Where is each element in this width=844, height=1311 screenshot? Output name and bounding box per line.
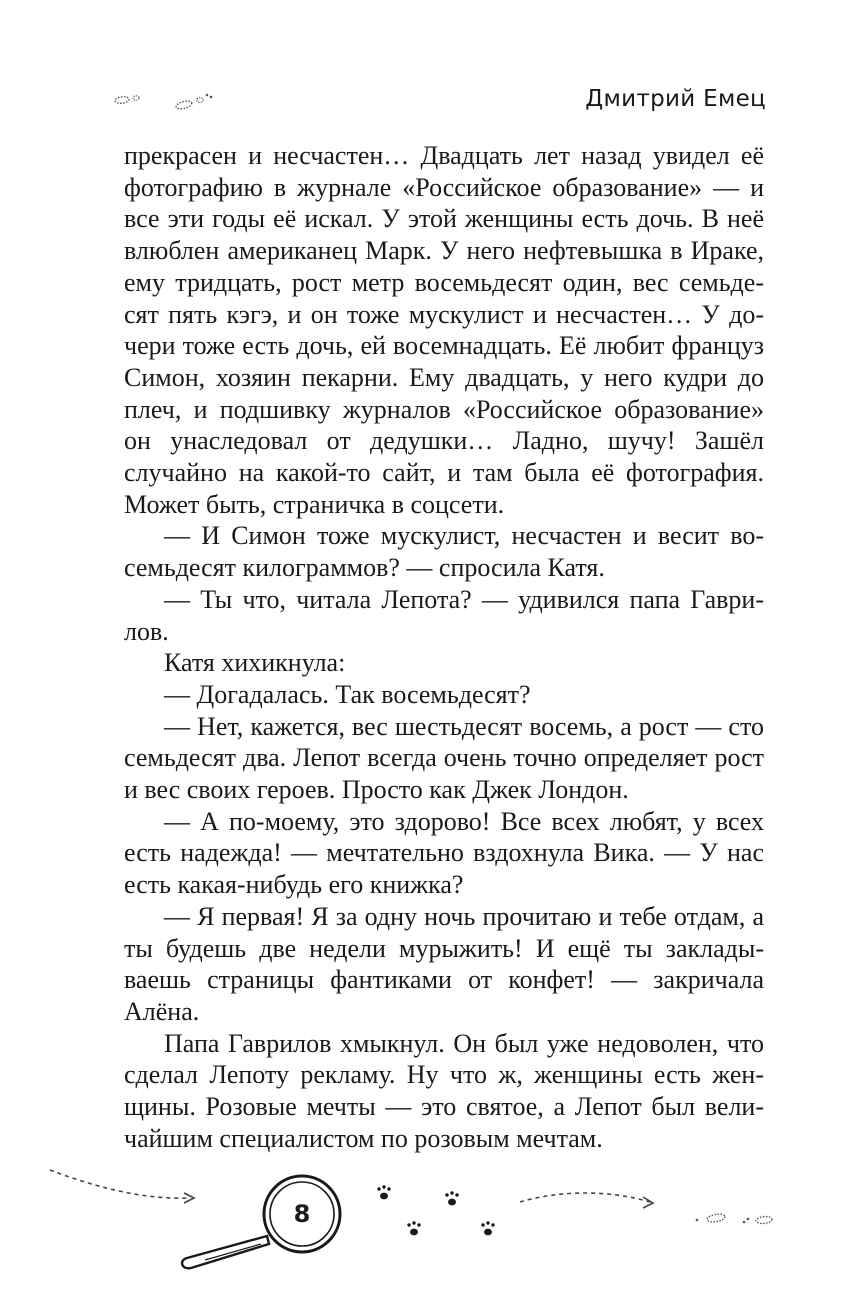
page-number: 8 (293, 1200, 311, 1228)
page-text (124, 140, 764, 1155)
page-footer (0, 1160, 844, 1280)
paragraph: прекрасен и несчастен… Двадцать лет назад увидел её фотографию в журнале «Российское образование» — и все эти годы её искал. У этой женщины есть дочь. В неё влюблен американец Марк. У него нефтевышка в Ираке, ему тридцать, рост метр восемьдесят один, вес семьдесят пять кэгэ, и он тоже мускулист и несчастен… У дочери тоже есть дочь, ей восемнадцать. Её любит француз Симон, хозяин пекарни. Ему двадцать, у него кудри до плеч, и подшивку журналов «Российское образование» он унаследовал от дедушки… Ладно, шучу! Зашёл случайно на какой-то сайт, и там была её фотография. Может быть, страничка в соцсети. (124, 141, 764, 519)
paragraph: — Я первая! Я за одну ночь прочитаю и тебе отдам, а ты будешь две недели мурыжить! И ещё ты закладываешь страницы фантиками от конфет! — закричала Алёна. (124, 901, 764, 1026)
paragraph: Папа Гаврилов хмыкнул. Он был уже недоволен, что сделал Лепоту рекламу. Ну что ж, женщины есть женщины. Розовые мечты — это святое, а Лепот был величайшим специалистом по розовым мечтам. (124, 1028, 764, 1153)
paragraph: — Нет, кажется, вес шестьдесят восемь, а рост — сто семьдесят два. Лепот всегда очень точно определяет рост и вес своих героев. Просто как Джек Лондон. (124, 711, 764, 805)
paragraph: Катя хихикнула: (164, 648, 346, 678)
paragraph: — И Симон тоже мускулист, несчастен и весит восемьдесят килограммов? — спросила Катя. (124, 521, 764, 583)
paragraph: — Догадалась. Так восемьдесят? (164, 679, 531, 709)
paragraph: — А по-моему, это здорово! Все всех любят, у всех есть надежда! — мечтательно вздохнула Вика. — У нас есть какая-нибудь его книжка? (124, 806, 764, 900)
paragraph: — Ты что, читала Лепота? — удивился папа Гаврилов. (124, 584, 764, 646)
paw-prints-icon (0, 1160, 844, 1280)
footprints-icon (110, 86, 220, 112)
page-header (0, 82, 844, 122)
author-name: Дмитрий Емец (585, 86, 766, 112)
